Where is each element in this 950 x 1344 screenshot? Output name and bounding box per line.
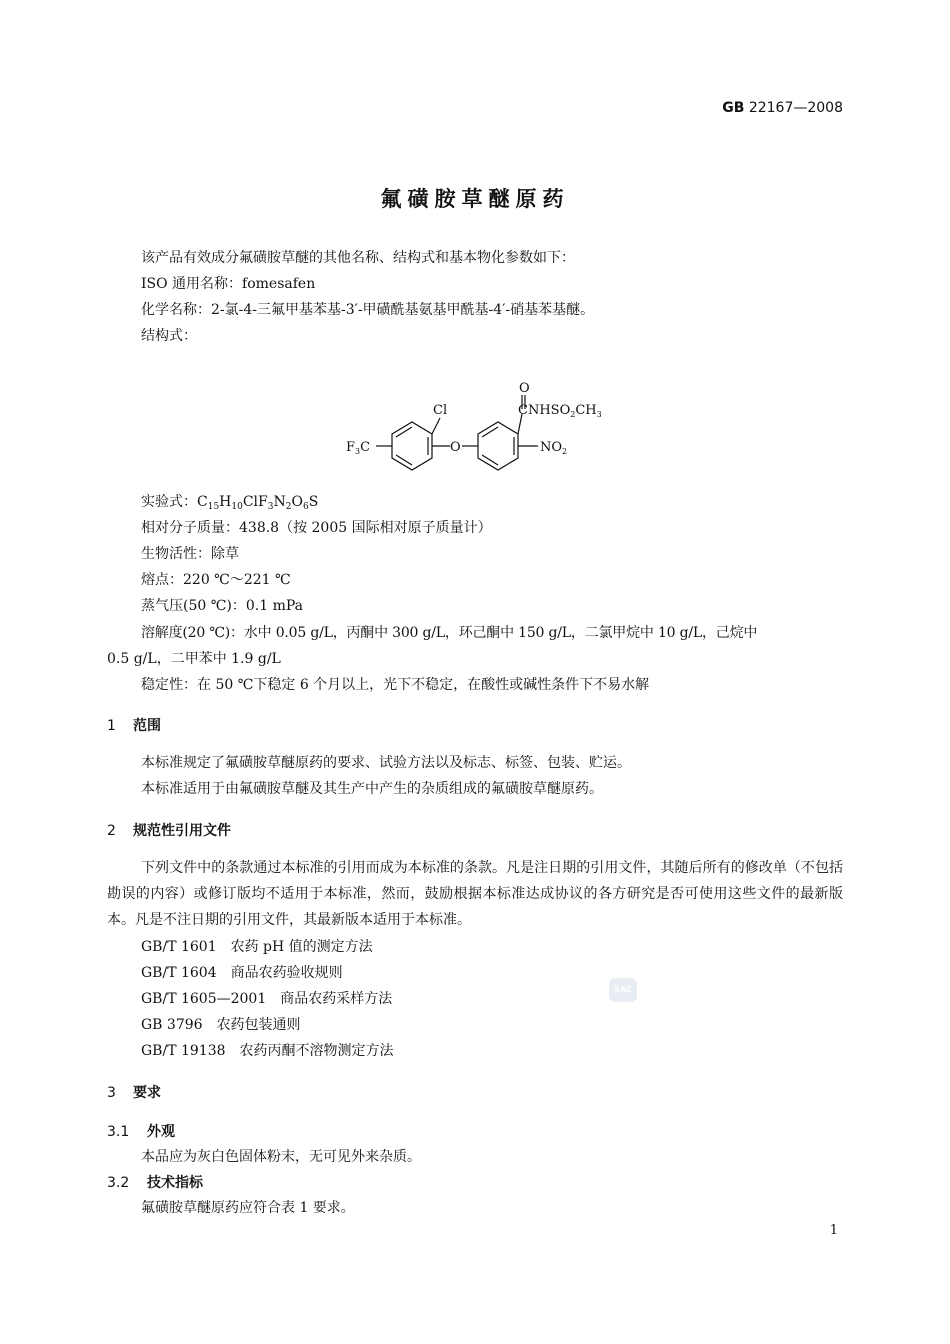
section-title: 规范性引用文件 <box>133 823 231 839</box>
benzene-ring-left <box>392 422 432 470</box>
section-2-heading <box>107 820 231 840</box>
empirical-formula-label: 实验式： <box>141 494 197 510</box>
reference-name: 农药 pH 值的测定方法 <box>230 939 373 955</box>
formula-element: O <box>291 494 303 510</box>
formula-element: H <box>219 494 232 510</box>
structural-formula-diagram <box>340 376 620 476</box>
section-number: 3 <box>107 1085 116 1101</box>
empirical-formula-value <box>197 494 318 510</box>
section-1-heading <box>107 715 161 735</box>
reference-name: 农药包装通则 <box>216 1017 301 1033</box>
standard-code: 22167—2008 <box>748 100 843 116</box>
reference-name: 商品农药验收规则 <box>230 965 343 981</box>
trifluoromethyl-label: $F_3C$ <box>346 440 371 456</box>
formula-element: N <box>273 494 286 510</box>
section-number: 1 <box>107 718 116 734</box>
ether-oxygen-label: O <box>450 440 461 455</box>
page-number: 1 <box>829 1223 838 1238</box>
document-title: 氟磺胺草醚原药 <box>380 187 570 211</box>
reference-code: GB/T 19138 <box>141 1043 226 1059</box>
standard-prefix: GB <box>722 100 745 116</box>
molecular-weight: 相对分子质量：438.8（按 2005 国际相对原子质量计） <box>141 520 492 536</box>
scope-paragraph-2: 本标准适用于由氟磺胺草醚及其生产中产生的杂质组成的氟磺胺草醚原药。 <box>141 781 603 797</box>
reference-code: GB 3796 <box>141 1017 203 1033</box>
reference-item <box>141 989 392 1009</box>
subsection-number: 3.1 <box>107 1124 130 1140</box>
reference-name: 商品农药采样方法 <box>280 991 393 1007</box>
reference-item <box>141 1015 301 1035</box>
carbonyl-oxygen-label: O <box>519 381 530 396</box>
nitro-group-label: $NO_2$ <box>540 440 568 456</box>
solubility-line-1: 溶解度(20 ℃)：水中 0.05 g/L，丙酮中 300 g/L，环己酮中 150 g/L，二氯甲烷中 10 g/L，己烷中 <box>141 625 758 641</box>
formula-subscript: 3 <box>267 502 274 512</box>
biological-activity: 生物活性：除草 <box>141 546 239 562</box>
solubility-line-2: 0.5 g/L，二甲苯中 1.9 g/L <box>107 651 281 667</box>
section-number: 2 <box>107 823 116 839</box>
reference-item <box>141 937 373 957</box>
structure-label: 结构式： <box>141 328 197 344</box>
amide-group-label: $CNHSO_2CH_3$ <box>518 403 602 419</box>
subsection-3-1-heading <box>107 1121 175 1141</box>
iso-common-name: ISO 通用名称：fomesafen <box>141 276 316 292</box>
formula-subscript: 2 <box>285 502 292 512</box>
section-title: 范围 <box>133 718 161 734</box>
subsection-title: 技术指标 <box>147 1175 203 1191</box>
section-3-heading <box>107 1082 161 1102</box>
vapor-pressure: 蒸气压(50 ℃)：0.1 mPa <box>141 598 303 614</box>
reference-code: GB/T 1604 <box>141 965 217 981</box>
scope-paragraph-1: 本标准规定了氟磺胺草醚原药的要求、试验方法以及标志、标签、包装、贮运。 <box>141 755 631 771</box>
formula-subscript: 10 <box>231 502 243 512</box>
formula-element: C <box>197 494 208 510</box>
formula-subscript: 15 <box>207 502 220 512</box>
reference-code: GB/T 1601 <box>141 939 217 955</box>
cl-bond <box>432 418 440 434</box>
intro-line: 该产品有效成分氟磺胺草醚的其他名称、结构式和基本物化参数如下： <box>141 250 575 266</box>
normative-references-paragraph: 下列文件中的条款通过本标准的引用而成为本标准的条款。凡是注日期的引用文件，其随后所有的修改单（不包括勘误的内容）或修订版均不适用于本标准，然而，鼓励根据本标准达成协议的各方研究是否可使用这些文件的最新版本。凡是不注日期的引用文件，其最新版本适用于本标准。 <box>107 860 843 928</box>
formula-element: ClF <box>242 494 268 510</box>
standard-number-header <box>722 100 843 116</box>
empirical-formula <box>141 492 318 517</box>
reference-item <box>141 963 343 983</box>
benzene-ring-right <box>478 422 518 470</box>
sac-watermark-logo: SAC <box>609 978 637 1002</box>
formula-subscript: 6 <box>302 502 309 512</box>
chemical-name: 化学名称：2-氯-4-三氟甲基苯基-3′-甲磺酰基氨基甲酰基-4′-硝基苯基醚。 <box>141 302 595 318</box>
stability: 稳定性：在 50 ℃下稳定 6 个月以上，光下不稳定，在酸性或碱性条件下不易水解 <box>141 677 650 693</box>
appearance-text: 本品应为灰白色固体粉末，无可见外来杂质。 <box>141 1149 421 1165</box>
chlorine-label: Cl <box>433 403 448 418</box>
subsection-3-2-heading <box>107 1172 203 1192</box>
melting-point: 熔点：220 ℃～221 ℃ <box>141 572 291 588</box>
technical-indicators-text: 氟磺胺草醚原药应符合表 1 要求。 <box>141 1200 355 1216</box>
reference-name: 农药丙酮不溶物测定方法 <box>239 1043 394 1059</box>
reference-item <box>141 1041 394 1061</box>
section-title: 要求 <box>133 1085 161 1101</box>
subsection-title: 外观 <box>147 1124 175 1140</box>
formula-element: S <box>308 494 319 510</box>
subsection-number: 3.2 <box>107 1175 130 1191</box>
reference-code: GB/T 1605—2001 <box>141 991 267 1007</box>
